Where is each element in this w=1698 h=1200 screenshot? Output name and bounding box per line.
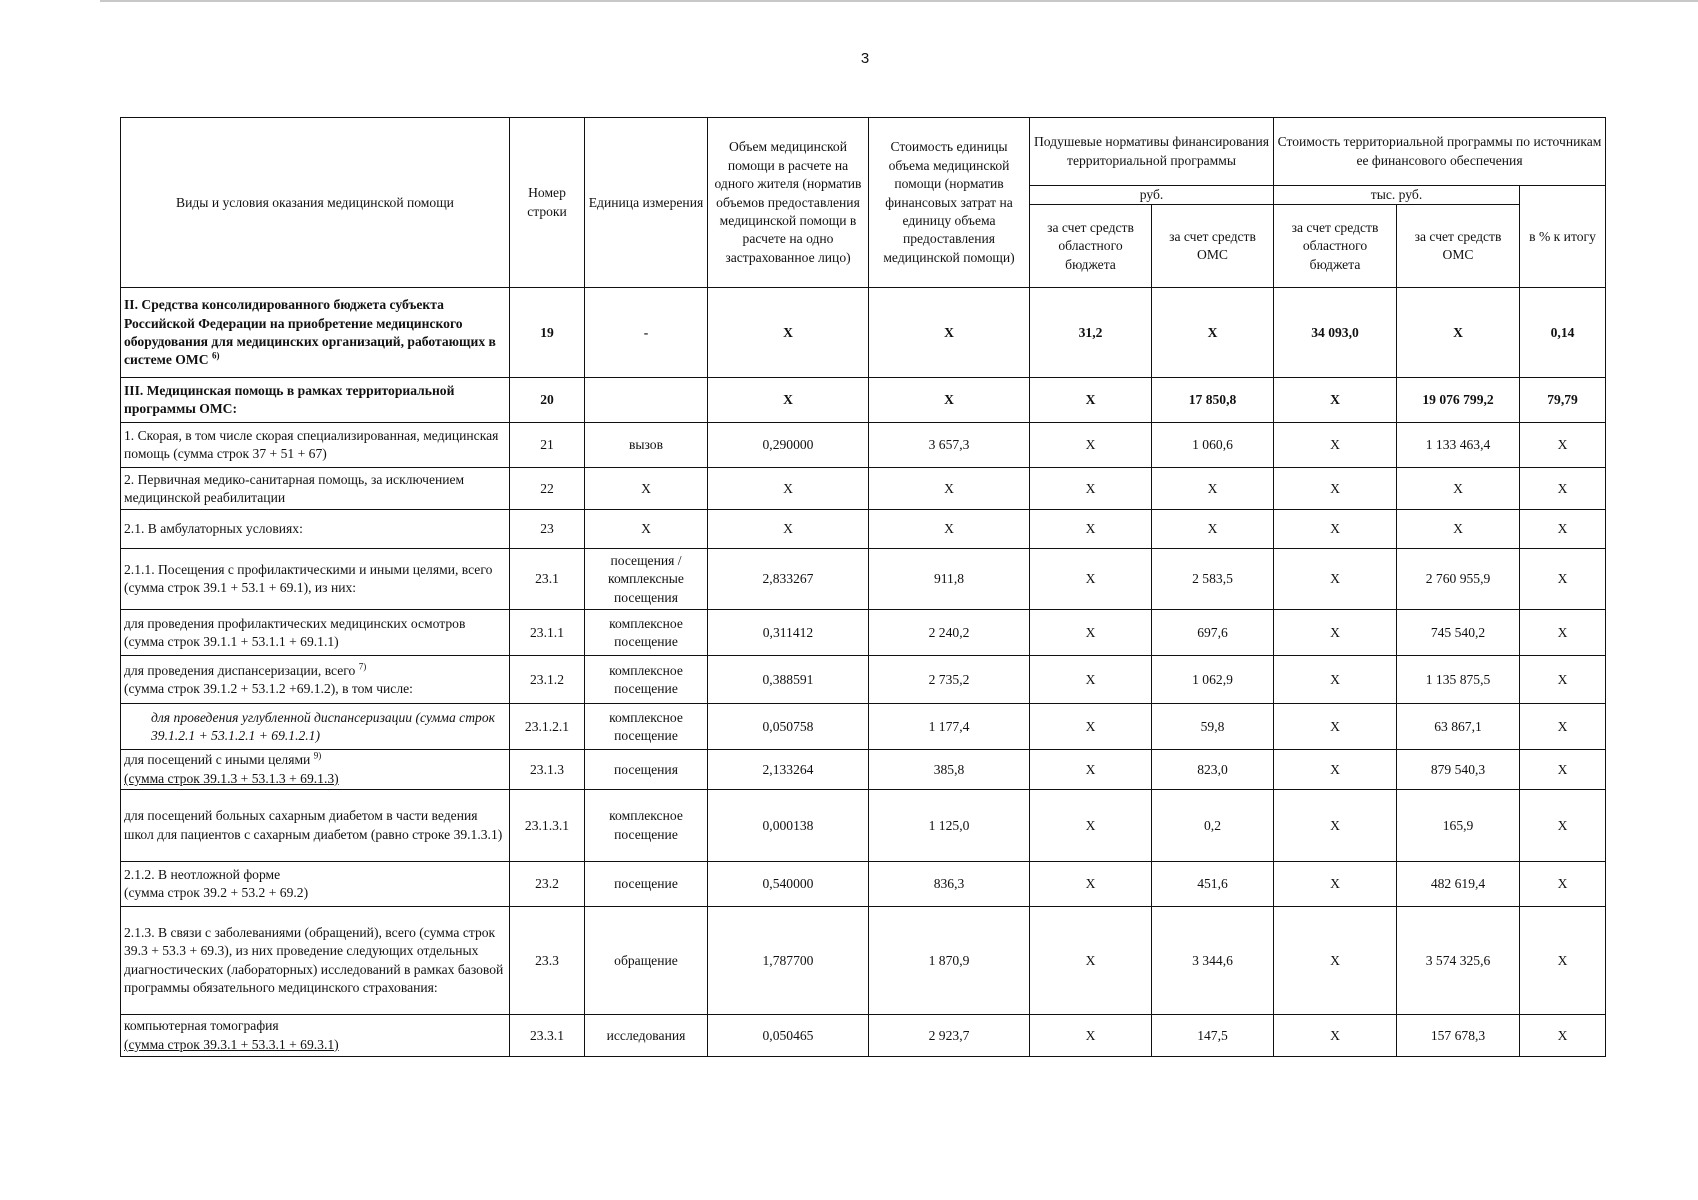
row-unit: комплексное посещение	[585, 790, 708, 862]
table-row	[121, 790, 1606, 862]
row-cost-regional: X	[1274, 656, 1397, 704]
row-per-capita-regional: X	[1030, 510, 1152, 549]
header-volume: Объем медицинской помощи в расчете на одного жителя (норматив объемов предоставления медицинской помощи в расчете на одно застрахованное лицо)	[708, 118, 869, 288]
row-per-capita-oms: 17 850,8	[1152, 378, 1274, 423]
row-cost-oms: 19 076 799,2	[1397, 378, 1520, 423]
table-row	[121, 549, 1606, 610]
row-unit: X	[585, 510, 708, 549]
table-row	[121, 468, 1606, 510]
row-volume: 0,311412	[708, 610, 869, 656]
row-percent: X	[1520, 907, 1606, 1015]
row-number: 23.1.2.1	[510, 704, 585, 750]
table-row	[121, 423, 1606, 468]
header-per-capita-unit: руб.	[1030, 186, 1274, 205]
row-name: 2.1.2. В неотложной форме (сумма строк 39.2 + 53.2 + 69.2)	[121, 862, 510, 907]
row-percent: X	[1520, 862, 1606, 907]
row-cost-oms: X	[1397, 510, 1520, 549]
row-volume: X	[708, 378, 869, 423]
row-cost-regional: X	[1274, 704, 1397, 750]
row-volume: 0,000138	[708, 790, 869, 862]
row-cost: X	[869, 378, 1030, 423]
row-cost-regional: X	[1274, 549, 1397, 610]
row-number: 23	[510, 510, 585, 549]
row-cost: 1 870,9	[869, 907, 1030, 1015]
table-row	[121, 750, 1606, 790]
row-name: для проведения углубленной диспансеризации (сумма строк 39.1.2.1 + 53.1.2.1 + 69.1.2.1)	[121, 704, 510, 750]
row-percent: X	[1520, 750, 1606, 790]
row-per-capita-regional: X	[1030, 610, 1152, 656]
row-cost-oms: 1 135 875,5	[1397, 656, 1520, 704]
row-cost-oms: 157 678,3	[1397, 1015, 1520, 1057]
row-unit: комплексное посещение	[585, 704, 708, 750]
row-cost-regional: 34 093,0	[1274, 288, 1397, 378]
row-per-capita-oms: 0,2	[1152, 790, 1274, 862]
row-number: 23.2	[510, 862, 585, 907]
row-unit: посещение	[585, 862, 708, 907]
header-row-number: Номер строки	[510, 118, 585, 288]
row-name: 2.1. В амбулаторных условиях:	[121, 510, 510, 549]
table-row	[121, 378, 1606, 423]
header-cost-oms: за счет средств ОМС	[1397, 205, 1520, 288]
row-per-capita-regional: X	[1030, 790, 1152, 862]
row-cost: 836,3	[869, 862, 1030, 907]
row-percent: X	[1520, 1015, 1606, 1057]
table-row	[121, 1015, 1606, 1057]
row-name: 2.1.3. В связи с заболеваниями (обращений), всего (сумма строк 39.3 + 53.3 + 69.3), из них проведение следующих отдельных диагностических (лабораторных) исследований в рамках базовой программы обязательного медицинского страхования:	[121, 907, 510, 1015]
row-percent: X	[1520, 549, 1606, 610]
row-cost-oms: 482 619,4	[1397, 862, 1520, 907]
row-cost-oms: X	[1397, 288, 1520, 378]
row-cost: X	[869, 468, 1030, 510]
header-per-capita: Подушевые нормативы финансирования территориальной программы	[1030, 118, 1274, 186]
table-row	[121, 610, 1606, 656]
row-cost-oms: 879 540,3	[1397, 750, 1520, 790]
row-volume: X	[708, 288, 869, 378]
row-per-capita-oms: 1 062,9	[1152, 656, 1274, 704]
row-per-capita-oms: X	[1152, 510, 1274, 549]
row-number: 20	[510, 378, 585, 423]
header-program-cost: Стоимость территориальной программы по источникам ее финансового обеспечения	[1274, 118, 1606, 186]
row-cost-regional: X	[1274, 468, 1397, 510]
row-cost: 1 177,4	[869, 704, 1030, 750]
header-per-capita-oms: за счет средств ОМС	[1152, 205, 1274, 288]
row-number: 23.1	[510, 549, 585, 610]
header-unit: Единица измерения	[585, 118, 708, 288]
row-per-capita-regional: X	[1030, 423, 1152, 468]
row-per-capita-regional: 31,2	[1030, 288, 1152, 378]
row-unit: исследования	[585, 1015, 708, 1057]
row-per-capita-oms: 3 344,6	[1152, 907, 1274, 1015]
header-per-capita-regional: за счет средств областного бюджета	[1030, 205, 1152, 288]
row-cost-regional: X	[1274, 423, 1397, 468]
table-container	[120, 117, 1606, 1057]
row-cost-oms: 745 540,2	[1397, 610, 1520, 656]
row-per-capita-regional: X	[1030, 1015, 1152, 1057]
row-number: 22	[510, 468, 585, 510]
row-per-capita-regional: X	[1030, 704, 1152, 750]
row-cost: X	[869, 510, 1030, 549]
row-per-capita-oms: 697,6	[1152, 610, 1274, 656]
header-percent: в % к итогу	[1520, 186, 1606, 288]
row-cost-oms: 3 574 325,6	[1397, 907, 1520, 1015]
row-unit: обращение	[585, 907, 708, 1015]
row-percent: X	[1520, 610, 1606, 656]
row-number: 23.1.3	[510, 750, 585, 790]
row-number: 23.3	[510, 907, 585, 1015]
row-cost-regional: X	[1274, 862, 1397, 907]
row-per-capita-regional: X	[1030, 907, 1152, 1015]
row-volume: 0,290000	[708, 423, 869, 468]
row-volume: 1,787700	[708, 907, 869, 1015]
table-row	[121, 288, 1606, 378]
row-per-capita-oms: X	[1152, 288, 1274, 378]
row-cost-regional: X	[1274, 1015, 1397, 1057]
row-cost-oms: 1 133 463,4	[1397, 423, 1520, 468]
row-unit: посещения	[585, 750, 708, 790]
table-row	[121, 862, 1606, 907]
row-unit: комплексное посещение	[585, 656, 708, 704]
row-per-capita-oms: 147,5	[1152, 1015, 1274, 1057]
row-name: 2. Первичная медико-санитарная помощь, за исключением медицинской реабилитации	[121, 468, 510, 510]
row-cost: 1 125,0	[869, 790, 1030, 862]
financing-table	[120, 117, 1606, 1057]
row-percent: X	[1520, 423, 1606, 468]
row-unit: комплексное посещение	[585, 610, 708, 656]
row-cost-oms: 2 760 955,9	[1397, 549, 1520, 610]
row-percent: 0,14	[1520, 288, 1606, 378]
row-percent: X	[1520, 790, 1606, 862]
row-cost-regional: X	[1274, 610, 1397, 656]
header-program-cost-unit: тыс. руб.	[1274, 186, 1520, 205]
row-number: 23.1.3.1	[510, 790, 585, 862]
row-number: 23.3.1	[510, 1015, 585, 1057]
row-volume: 0,540000	[708, 862, 869, 907]
row-name: 2.1.1. Посещения с профилактическими и иными целями, всего (сумма строк 39.1 + 53.1 + 69.1), из них:	[121, 549, 510, 610]
row-percent: X	[1520, 468, 1606, 510]
row-percent: 79,79	[1520, 378, 1606, 423]
row-name: 1. Скорая, в том числе скорая специализированная, медицинская помощь (сумма строк 37 + 51 + 67)	[121, 423, 510, 468]
row-per-capita-regional: X	[1030, 750, 1152, 790]
row-per-capita-oms: 1 060,6	[1152, 423, 1274, 468]
row-cost: 385,8	[869, 750, 1030, 790]
row-cost: 3 657,3	[869, 423, 1030, 468]
header-kind: Виды и условия оказания медицинской помощи	[121, 118, 510, 288]
row-number: 21	[510, 423, 585, 468]
row-name: для посещений с иными целями $^{9)}$ (сумма строк 39.1.3 + 53.1.3 + 69.1.3)	[121, 750, 510, 790]
row-per-capita-regional: X	[1030, 862, 1152, 907]
header-cost-regional: за счет средств областного бюджета	[1274, 205, 1397, 288]
row-cost: 2 240,2	[869, 610, 1030, 656]
row-volume: 0,050758	[708, 704, 869, 750]
row-per-capita-regional: X	[1030, 468, 1152, 510]
row-cost-regional: X	[1274, 378, 1397, 423]
row-unit	[585, 378, 708, 423]
row-cost-oms: X	[1397, 468, 1520, 510]
row-unit: X	[585, 468, 708, 510]
row-volume: 2,833267	[708, 549, 869, 610]
table-row	[121, 907, 1606, 1015]
row-cost-regional: X	[1274, 510, 1397, 549]
row-name: компьютерная томография (сумма строк 39.3.1 + 53.3.1 + 69.3.1)	[121, 1015, 510, 1057]
row-cost-oms: 165,9	[1397, 790, 1520, 862]
table-row	[121, 510, 1606, 549]
row-name: для посещений больных сахарным диабетом в части ведения школ для пациентов с сахарным диабетом (равно строке 39.1.3.1)	[121, 790, 510, 862]
row-unit: посещения / комплексные посещения	[585, 549, 708, 610]
row-per-capita-oms: 451,6	[1152, 862, 1274, 907]
row-name: для проведения диспансеризации, всего $^{7)}$ (сумма строк 39.1.2 + 53.1.2 +69.1.2), в том числе:	[121, 656, 510, 704]
row-cost-oms: 63 867,1	[1397, 704, 1520, 750]
row-cost-regional: X	[1274, 790, 1397, 862]
row-per-capita-oms: 2 583,5	[1152, 549, 1274, 610]
row-cost: X	[869, 288, 1030, 378]
row-percent: X	[1520, 704, 1606, 750]
row-volume: X	[708, 510, 869, 549]
row-per-capita-oms: 823,0	[1152, 750, 1274, 790]
row-name: для проведения профилактических медицинских осмотров (сумма строк 39.1.1 + 53.1.1 + 69.1.1)	[121, 610, 510, 656]
row-per-capita-oms: X	[1152, 468, 1274, 510]
row-number: 23.1.1	[510, 610, 585, 656]
row-volume: 0,388591	[708, 656, 869, 704]
row-cost-regional: X	[1274, 907, 1397, 1015]
row-volume: 0,050465	[708, 1015, 869, 1057]
row-per-capita-regional: X	[1030, 549, 1152, 610]
row-cost: 2 923,7	[869, 1015, 1030, 1057]
row-cost: 2 735,2	[869, 656, 1030, 704]
page-number: 3	[860, 50, 870, 67]
row-percent: X	[1520, 510, 1606, 549]
row-name: II. Средства консолидированного бюджета субъекта Российской Федерации на приобретение медицинского оборудования для медицинских организаций, работающих в системе ОМС $^{6)}$	[121, 288, 510, 378]
table-row	[121, 656, 1606, 704]
row-volume: 2,133264	[708, 750, 869, 790]
row-volume: X	[708, 468, 869, 510]
row-per-capita-regional: X	[1030, 656, 1152, 704]
row-unit: -	[585, 288, 708, 378]
row-cost-regional: X	[1274, 750, 1397, 790]
header-unit-cost: Стоимость единицы объема медицинской помощи (норматив финансовых затрат на единицу объема предоставления медицинской помощи)	[869, 118, 1030, 288]
row-unit: вызов	[585, 423, 708, 468]
row-per-capita-oms: 59,8	[1152, 704, 1274, 750]
table-row	[121, 704, 1606, 750]
row-per-capita-regional: X	[1030, 378, 1152, 423]
row-number: 19	[510, 288, 585, 378]
row-cost: 911,8	[869, 549, 1030, 610]
row-name: III. Медицинская помощь в рамках территориальной программы ОМС:	[121, 378, 510, 423]
row-percent: X	[1520, 656, 1606, 704]
top-border-line	[100, 0, 1698, 2]
row-number: 23.1.2	[510, 656, 585, 704]
